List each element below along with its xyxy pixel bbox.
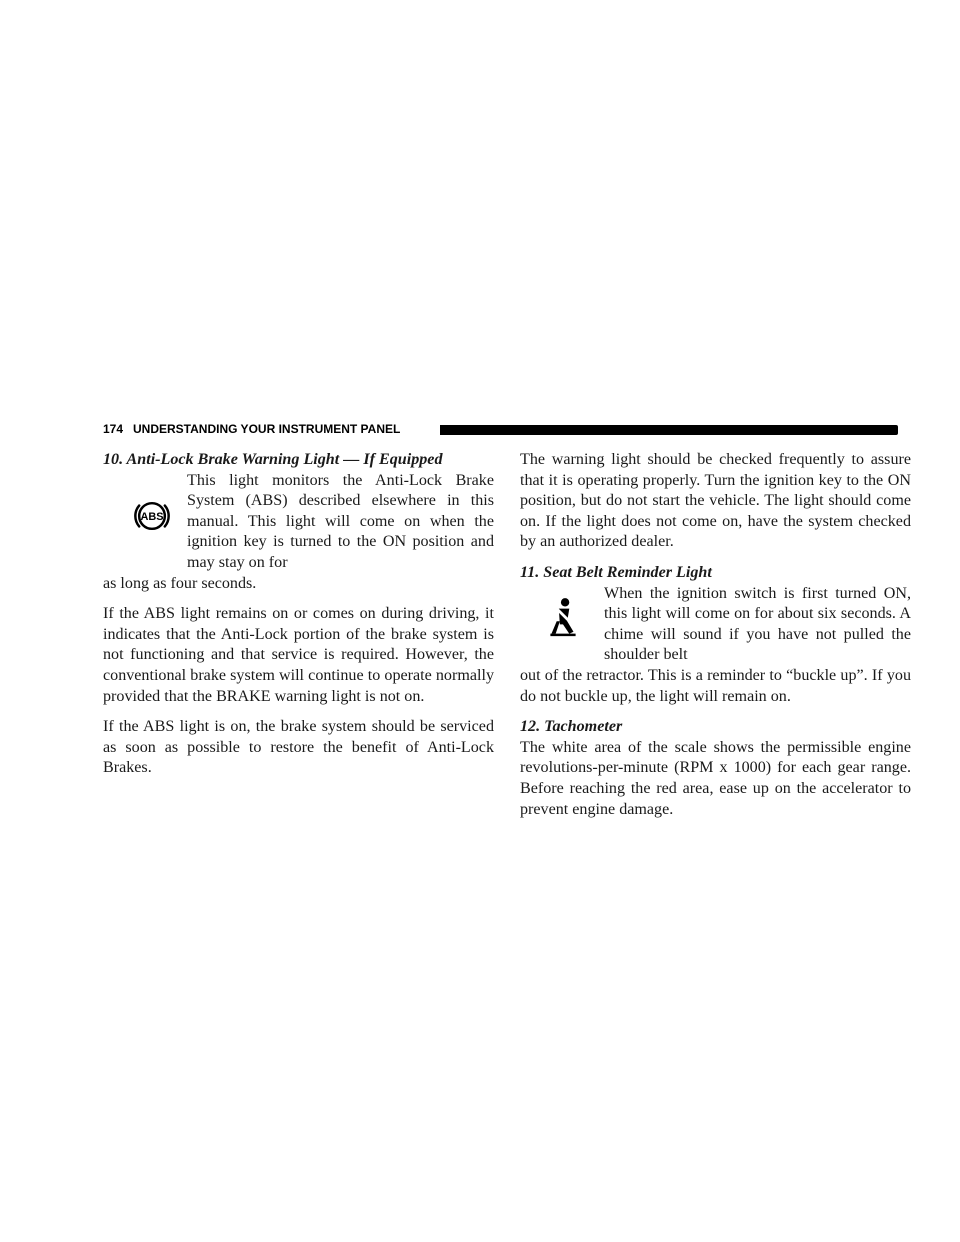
page-number: 174 [103,422,124,436]
tachometer-paragraph: The white area of the scale shows the permissible engine revolutions-per-minute (RPM x 1000) for each gear range. Before reaching the red area, ease up on the accelerator to prevent engine damage. [520,738,911,818]
seatbelt-icon [542,596,584,638]
section-12-heading: 12. Tachometer [520,718,623,736]
section-11-icon-text: When the ignition switch is first turned ON, this light will come on for about six seconds. A chime will sound if you have not pulled the shoulder belt [604,584,911,664]
abs-warning-icon [133,497,171,535]
section-10-icon-text: This light monitors the Anti-Lock Brake System (ABS) described elsewhere in this manual. This light will come on when the ignition key is turned to the ON position and may stay on for [187,471,494,571]
section-10-heading: 10. Anti-Lock Brake Warning Light — If Equipped [103,451,443,468]
section-11-icon-block [520,584,911,666]
abs-service-paragraph: If the ABS light is on, the brake system should be serviced as soon as possible to restore the benefit of Anti-Lock Brakes. [103,718,494,777]
warning-light-check-paragraph: The warning light should be checked frequently to assure that it is operating properly. Turn the ignition key to the ON position, but do not start the vehicle. The light should come on. If the light does not come on, have the system checked by an authorized dealer. [520,451,911,551]
section-11-heading: 11. Seat Belt Reminder Light [520,563,712,581]
abs-remains-on-paragraph: If the ABS light remains on or comes on during driving, it indicates that the Anti-Lock portion of the brake system is not functioning and that service is required. However, the conventional brake system will continue to operate normally provided that the BRAKE warning light is not on. [103,605,494,705]
abs-icon-label: ABS [140,510,164,523]
header-rule [440,425,898,435]
page-header [103,420,898,440]
section-11-icon-text-continued: out of the retractor. This is a reminder to “buckle up”. If you do not buckle up, the light will remain on. [520,666,911,705]
chapter-title: UNDERSTANDING YOUR INSTRUMENT PANEL [133,422,401,436]
right-column [520,450,911,830]
left-column [103,450,494,789]
section-10-icon-block [103,471,494,574]
section-10-icon-text-continued: as long as four seconds. [103,574,257,592]
